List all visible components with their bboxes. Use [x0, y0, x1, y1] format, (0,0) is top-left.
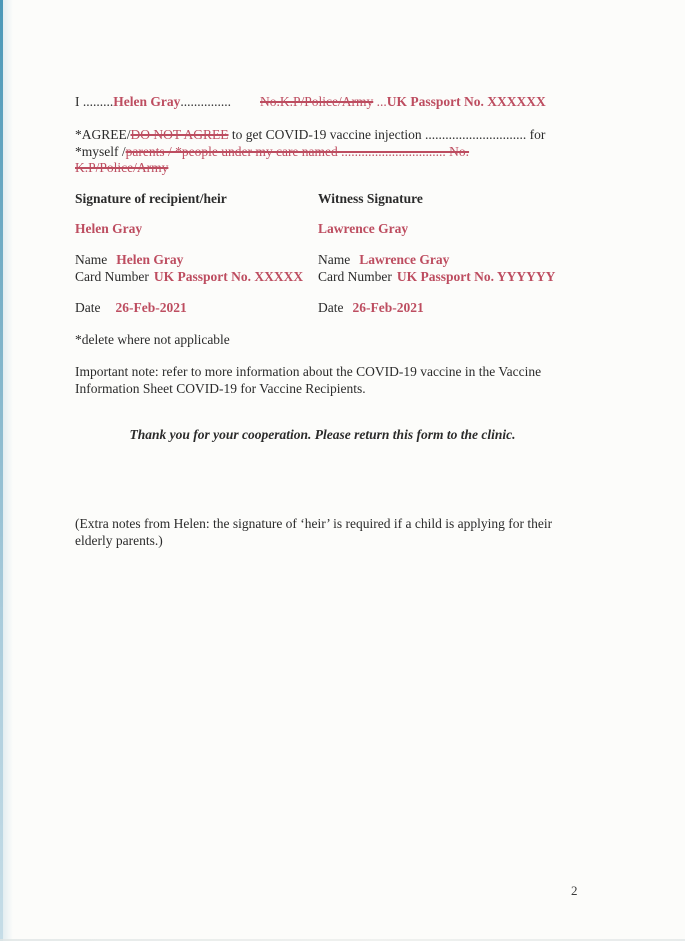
recipient-card-row — [75, 269, 303, 286]
recipient-name-label: Name — [75, 252, 108, 267]
witness-name-row — [318, 252, 555, 269]
recipient-date-label: Date — [75, 300, 101, 315]
witness-card-value: UK Passport No. YYYYYY — [396, 268, 556, 284]
recipient-signature-header: Signature of recipient/heir — [75, 191, 227, 206]
scan-edge-left-fade — [3, 0, 13, 941]
important-note — [75, 364, 541, 397]
struck-do-not-agree: DO NOT AGREE — [130, 127, 229, 142]
agree-line-1 — [75, 127, 545, 144]
struck-id-type-options: No.K.P/Police/Army — [260, 94, 374, 109]
recipient-date-row — [75, 300, 187, 317]
recipient-date-value: 26-Feb-2021 — [115, 300, 187, 315]
witness-name-value: Lawrence Gray — [359, 252, 450, 267]
delete-note: *delete where not applicable — [75, 332, 230, 347]
struck-care-clause: parents / *people under my care named ............................... No. — [125, 143, 470, 159]
recipient-card-value: UK Passport No. XXXXX — [153, 268, 304, 284]
id-dots: ... — [373, 94, 387, 109]
witness-name-label: Name — [318, 252, 351, 267]
declaration-trailing-dots: ............... — [180, 94, 231, 109]
extra-notes-line-2: elderly parents.) — [75, 532, 163, 548]
declaration-prefix: I ......... — [75, 94, 114, 109]
witness-signature-header: Witness Signature — [318, 191, 423, 206]
declarant-passport-number: UK Passport No. XXXXXX — [386, 94, 546, 109]
declaration-line — [75, 94, 546, 111]
agree-rest: to get COVID-19 vaccine injection .............................. for — [228, 127, 546, 142]
myself-prefix: *myself / — [75, 143, 126, 159]
witness-date-label: Date — [318, 300, 344, 315]
recipient-card-label: Card Number — [75, 268, 149, 284]
witness-card-label: Card Number — [318, 268, 392, 284]
thank-you-line: Thank you for your cooperation. Please return this form to the clinic. — [129, 427, 516, 442]
witness-details — [318, 252, 555, 285]
important-note-line-2: Information Sheet COVID-19 for Vaccine Recipients. — [75, 380, 366, 396]
recipient-details — [75, 252, 303, 285]
agree-paragraph — [75, 127, 545, 177]
witness-date-row — [318, 300, 424, 317]
witness-card-row — [318, 269, 555, 286]
declarant-name: Helen Gray — [113, 94, 181, 109]
recipient-name-value: Helen Gray — [116, 252, 184, 267]
recipient-signature: Helen Gray — [75, 221, 143, 236]
important-note-line-1: Important note: refer to more information about the COVID-19 vaccine in the Vaccine — [75, 364, 542, 379]
witness-signature: Lawrence Gray — [318, 221, 409, 236]
witness-date-value: 26-Feb-2021 — [352, 300, 424, 315]
extra-notes — [75, 516, 552, 549]
agree-prefix: *AGREE/ — [75, 127, 131, 142]
extra-notes-line-1: (Extra notes from Helen: the signature of ‘heir’ is required if a child is applying for their — [75, 516, 553, 531]
struck-id-type-2: K.P/Police/Army — [75, 160, 169, 175]
page-number: 2 — [571, 883, 578, 898]
agree-line-2 — [75, 144, 545, 161]
agree-line-3 — [75, 160, 545, 177]
recipient-name-row — [75, 252, 303, 269]
